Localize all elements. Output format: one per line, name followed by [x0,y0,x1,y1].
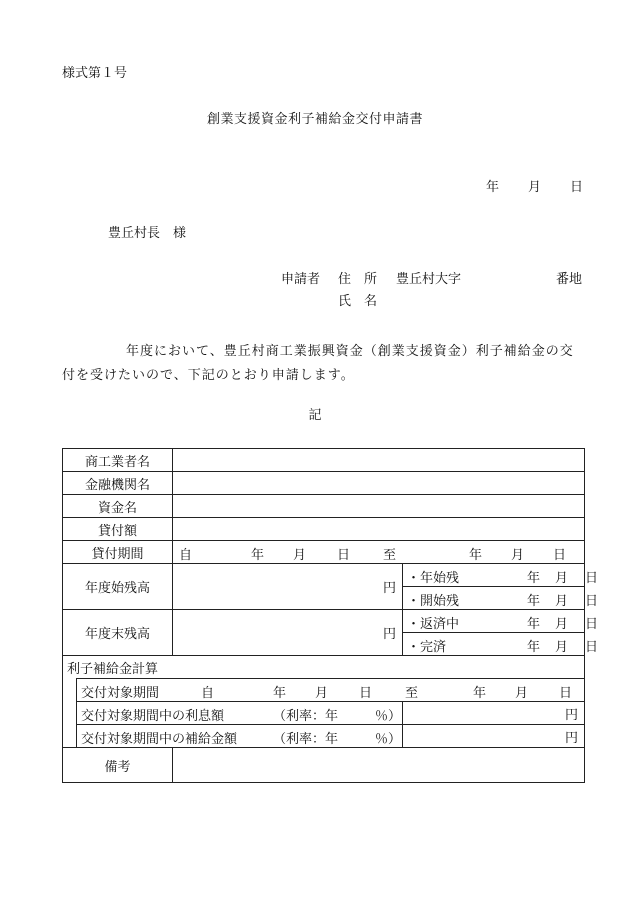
interest-percent-label: ％） [375,709,402,724]
merchant-name-field[interactable] [173,449,585,472]
target-from-year: 年 [273,686,287,701]
subsidy-amount-label: 交付対象期間中の補給金額 [81,732,238,747]
indent-spacer [63,702,77,725]
start-opt1-year: 年 [527,571,541,586]
banchi-label: 番地 [556,272,583,287]
loan-amount-label: 貸付額 [63,518,173,541]
applicant-label: 申請者 [281,272,321,287]
table-row [63,725,585,748]
date-month: 月 [528,180,542,195]
end-balance-yen[interactable]: 円 [173,610,403,656]
date-year: 年 [486,180,500,195]
start-opt2: ・開始残 [407,594,460,609]
loan-to: 至 [383,548,397,563]
interest-amount-field[interactable]: 円 [403,702,585,725]
application-table [62,448,599,783]
end-opt2-month: 月 [555,640,569,655]
table-row [63,518,585,541]
target-to: 至 [405,686,419,701]
merchant-name-label: 商工業者名 [63,449,173,472]
loan-period-field[interactable] [173,541,585,564]
addressee: 豊丘村長 様 [108,226,187,241]
end-opt1-day: 日 [585,617,599,632]
body-text: 年度において、豊丘村商工業振興資金（創業支援資金）利子補給金の交付を受けたいので、下記のとおり申請します。 [62,344,574,383]
target-to-year: 年 [473,686,487,701]
address-value: 豊丘村大字 [396,272,462,287]
remarks-field[interactable] [173,748,585,783]
loan-to-year: 年 [469,548,483,563]
loan-from-day: 日 [337,548,351,563]
fund-name-field[interactable] [173,495,585,518]
table-row [63,679,585,702]
table-row [63,702,585,725]
start-opt2-cell[interactable] [403,587,599,610]
subsidy-percent-label: ％） [375,732,402,747]
end-opt2-day: 日 [585,640,599,655]
table-row [63,610,585,633]
start-opt1-cell[interactable] [403,564,599,587]
table-row [63,449,585,472]
table-row [63,495,585,518]
date-day: 日 [570,180,584,195]
loan-from-month: 月 [293,548,307,563]
start-opt1: ・年始残 [407,571,460,586]
end-balance-label: 年度末残高 [63,610,173,656]
indent-spacer [63,725,77,748]
subsidy-amount-field[interactable]: 円 [403,725,585,748]
target-from-month: 月 [315,686,329,701]
interest-amount-label-cell [77,702,403,725]
indent-spacer [63,679,77,702]
loan-period-label: 貸付期間 [63,541,173,564]
bank-name-label: 金融機関名 [63,472,173,495]
loan-from: 自 [179,548,193,563]
interest-rate-label: （利率：年 [273,709,339,724]
loan-amount-field[interactable] [173,518,585,541]
start-opt1-month: 月 [555,571,569,586]
start-balance-label: 年度始残高 [63,564,173,610]
interest-calc-heading: 利子補給金計算 [63,656,585,679]
target-to-day: 日 [559,686,573,701]
address-label: 住 所 [338,272,378,287]
form-number: 様式第１号 [62,66,128,81]
target-from-day: 日 [359,686,373,701]
bank-name-field[interactable] [173,472,585,495]
loan-to-day: 日 [553,548,567,563]
start-opt2-month: 月 [555,594,569,609]
target-period-cell[interactable] [77,679,585,702]
name-label: 氏 名 [338,294,378,309]
loan-to-month: 月 [511,548,525,563]
end-opt2-cell[interactable] [403,633,599,656]
end-opt1-cell[interactable] [403,610,599,633]
target-to-month: 月 [515,686,529,701]
start-balance-yen[interactable]: 円 [173,564,403,610]
document-title: 創業支援資金利子補給金交付申請書 [206,112,423,127]
start-opt1-day: 日 [585,571,599,586]
table-row [63,564,585,587]
interest-amount-label: 交付対象期間中の利息額 [81,709,225,724]
end-opt1-year: 年 [527,617,541,632]
table-row [63,656,585,679]
table-row [63,748,585,783]
table-row [63,472,585,495]
end-opt1: ・返済中 [407,617,460,632]
end-opt2-year: 年 [527,640,541,655]
end-opt2: ・完済 [407,640,447,655]
start-opt2-day: 日 [585,594,599,609]
fund-name-label: 資金名 [63,495,173,518]
subsidy-rate-label: （利率：年 [273,732,339,747]
remarks-label: 備考 [63,748,173,783]
table-row [63,541,585,564]
end-opt1-month: 月 [555,617,569,632]
ki-heading: 記 [308,408,322,423]
target-period-label: 交付対象期間 [81,686,160,701]
subsidy-amount-label-cell [77,725,403,748]
target-from: 自 [201,686,215,701]
loan-from-year: 年 [251,548,265,563]
start-opt2-year: 年 [527,594,541,609]
